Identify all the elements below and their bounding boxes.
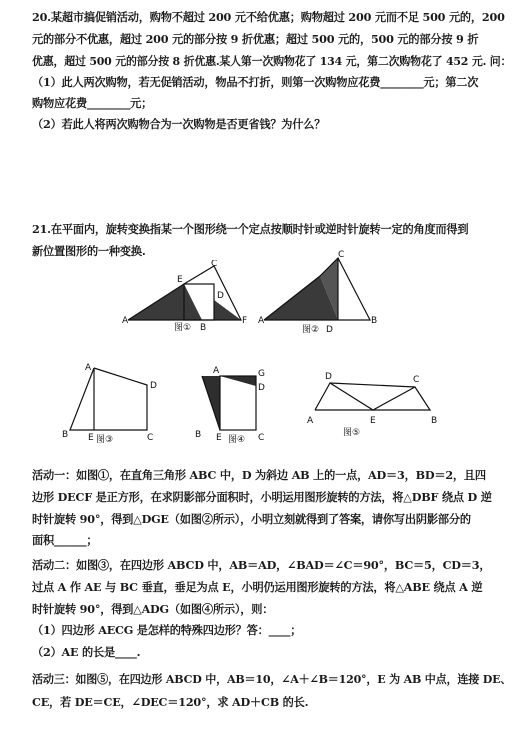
fig1-label-e: E: [177, 275, 183, 285]
q20-part2: （2）若此人将两次购物合为一次购物是否更省钱？为什么？: [32, 117, 326, 131]
figure-1: [122, 260, 252, 332]
figure-3: [52, 360, 162, 445]
fig4-label-b: B: [195, 430, 202, 440]
fig1-shaded-triangle-right: [214, 300, 241, 320]
fig1-shaded-triangle-left: [128, 284, 202, 320]
q20-part1-line2: 购物应花费________元；: [32, 96, 153, 110]
fig1-label-d: D: [217, 291, 224, 301]
fig4-shaded-triangle-top: [220, 376, 256, 386]
q20-part1-line1: （1）此人两次购物，若无促销活动，物品不打折，则第一次购物应花费________元；第二次: [32, 75, 479, 89]
fig5-label-d: D: [325, 372, 332, 382]
fig1-label-f: F: [242, 316, 248, 326]
activity1-line3: 时针旋转 90°，得到△DGE（如图②所示），小明立刻就得到了答案，请你写出阴影部分的: [32, 512, 471, 526]
activity2-question1: （1）四边形 AECG 是怎样的特殊四边形？答：____；: [32, 623, 302, 637]
figure-5: [305, 365, 445, 440]
fig2-label-b: B: [371, 316, 378, 326]
q20-line2: 元的部分不优惠，超过 200 元的部分按 9 折优惠；超过 500 元的，500 元的部分按 9 折: [32, 32, 479, 46]
q20-line1: 20.某超市搞促销活动，购物不超过 200 元不给优惠；购物超过 200 元而不足 500 元的，200: [32, 10, 505, 24]
fig4-label-c: C: [258, 433, 265, 443]
q21-intro-line1: 21.在平面内，旋转变换指某一个图形绕一个定点按顺时针或逆时针旋转一定的角度而得到: [32, 222, 469, 236]
fig1-label-a: A: [122, 316, 129, 326]
activity2-line1: 活动二：如图③，在四边形 ABCD 中，AB＝AD，∠BAD＝∠C＝90°，BC＝5，CD＝3，: [32, 558, 491, 572]
activity3-line1: 活动三：如图⑤，在四边形 ABCD 中，AB＝10，∠A＋∠B＝120°，E 为 AB 中点，连接 DE、: [32, 672, 512, 686]
fig3-label-e: E: [88, 433, 94, 443]
fig4-label-a: A: [213, 366, 220, 376]
fig2-caption: 图②: [302, 325, 320, 335]
figure-4: [180, 360, 280, 445]
fig4-caption: 图④: [228, 435, 246, 445]
fig2-label-a: A: [258, 316, 265, 326]
fig5-label-c: C: [413, 375, 420, 385]
figure-2: [258, 250, 378, 335]
q20-line3: 优惠，超过 500 元的部分按 8 折优惠.某人第一次购物花了 134 元，第二次购物花了 452 元. 问：: [32, 54, 512, 68]
fig3-label-c: C: [147, 433, 154, 443]
fig1-label-c: C: [211, 260, 218, 269]
fig5-label-a: A: [307, 416, 314, 426]
activity2-line2: 过点 A 作 AE 与 BC 垂直，垂足为点 E，小明仍运用图形旋转的方法，将△ABE 绕点 A 逆: [32, 580, 483, 594]
fig3-label-b: B: [62, 430, 69, 440]
fig3-caption: 图③: [96, 435, 114, 445]
fig5-label-b: B: [431, 416, 438, 426]
fig3-label-a: A: [85, 363, 92, 373]
activity1-line2: 边形 DECF 是正方形，在求阴影部分面积时，小明运用图形旋转的方法，将△DBF 绕点 D 逆: [32, 490, 492, 504]
fig2-label-c: C: [338, 250, 345, 260]
fig1-caption: 图①: [174, 323, 192, 332]
fig3-label-d: D: [150, 381, 157, 391]
fig2-label-d: D: [326, 325, 333, 335]
fig5-label-e: E: [370, 416, 376, 426]
fig4-label-d: D: [258, 383, 265, 393]
activity3-line2: CE，若 DE＝CE，∠DEC＝120°，求 AD＋CB 的长.: [32, 695, 309, 709]
fig4-label-e: E: [216, 433, 222, 443]
activity2-question2: （2）AE 的长是____.: [32, 645, 141, 659]
activity2-line3: 时针旋转 90°，得到△ADG（如图④所示），则：: [32, 602, 274, 616]
q21-intro-line2: 新位置图形的一种变换.: [32, 244, 146, 258]
fig5-caption: 图⑤: [343, 428, 361, 438]
activity1-line1: 活动一：如图①，在直角三角形 ABC 中，D 为斜边 AB 上的一点，AD＝3，BD＝2，且四: [32, 468, 486, 482]
fig1-label-b: B: [200, 323, 207, 332]
fig4-label-g: G: [258, 369, 265, 379]
activity1-line4: 面积______；: [32, 533, 98, 547]
